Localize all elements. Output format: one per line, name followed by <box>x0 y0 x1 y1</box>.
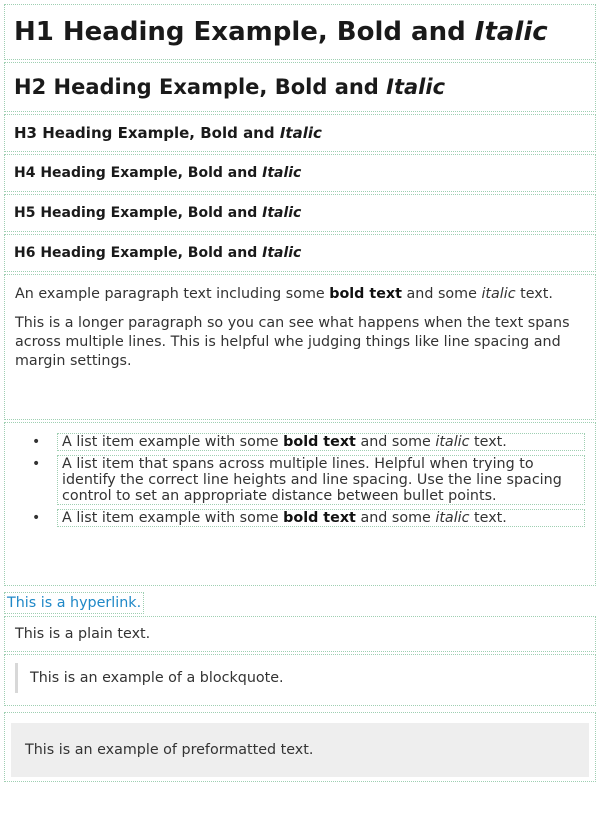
h2-text: H2 Heading Example, Bold and <box>14 75 387 99</box>
bullet-dot: • <box>32 456 41 472</box>
blockquote-block <box>4 654 596 706</box>
h3-block <box>4 114 596 152</box>
h4-block <box>4 154 596 192</box>
item2-text: A list item that spans across multiple lines. Helpful when trying to identify the correct line heights and line spacing. Use the line spacing control to set an appropriate distance between bullet points. <box>62 456 562 504</box>
h3-heading <box>14 121 586 145</box>
item3-after: text. <box>469 510 507 526</box>
h6-heading <box>14 241 586 265</box>
item3-before: A list item example with some <box>62 510 284 526</box>
item1-italic: italic <box>435 434 470 450</box>
h1-italic: Italic <box>474 17 548 47</box>
h6-italic: Italic <box>262 245 302 261</box>
plain-text-block <box>4 616 596 652</box>
paragraph-short <box>15 285 585 304</box>
h3-italic: Italic <box>279 124 322 142</box>
h1-heading <box>14 13 586 51</box>
h5-italic: Italic <box>262 205 302 221</box>
h4-heading <box>14 161 586 185</box>
plain-text: This is a plain text. <box>15 626 151 642</box>
item1-before: A list item example with some <box>62 434 284 450</box>
bullet-dot: • <box>32 510 41 526</box>
h2-italic: Italic <box>386 75 446 99</box>
h4-text: H4 Heading Example, Bold and <box>14 165 263 181</box>
blockquote: This is an example of a blockquote. <box>15 663 585 693</box>
list-block <box>4 422 596 586</box>
h6-block <box>4 234 596 272</box>
h3-text: H3 Heading Example, Bold and <box>14 124 280 142</box>
item3-bold: bold text <box>283 510 356 526</box>
h2-heading <box>14 71 586 103</box>
h2-block <box>4 62 596 112</box>
h1-text: H1 Heading Example, Bold and <box>14 17 475 47</box>
h5-heading <box>14 201 586 225</box>
bullet-dot: • <box>32 434 41 450</box>
h1-block <box>4 4 596 60</box>
list-item <box>32 433 585 451</box>
item1-middle: and some <box>355 434 436 450</box>
paragraph-long: This is a longer paragraph so you can see what happens when the text spans across multiple lines. This is helpful whe judging things like line spacing and margin settings. <box>15 315 570 369</box>
h5-block <box>4 194 596 232</box>
h4-italic: Italic <box>262 165 302 181</box>
h6-text: H6 Heading Example, Bold and <box>14 245 263 261</box>
p1-italic: italic <box>481 286 516 302</box>
preformatted-text: This is an example of preformatted text. <box>11 723 589 777</box>
preformatted-block <box>4 712 596 782</box>
document-page <box>0 4 600 836</box>
p1-bold: bold text <box>329 286 402 302</box>
h5-text: H5 Heading Example, Bold and <box>14 205 263 221</box>
item3-middle: and some <box>355 510 436 526</box>
p1-after: text. <box>515 286 553 302</box>
hyperlink[interactable]: This is a hyperlink. <box>4 592 144 614</box>
paragraph-block <box>4 274 596 420</box>
item1-after: text. <box>469 434 507 450</box>
p1-before: An example paragraph text including some <box>15 286 330 302</box>
p1-middle: and some <box>401 286 482 302</box>
bullet-list <box>15 433 585 527</box>
item1-bold: bold text <box>283 434 356 450</box>
list-item <box>32 455 585 505</box>
item3-italic: italic <box>435 510 470 526</box>
list-item <box>32 509 585 527</box>
